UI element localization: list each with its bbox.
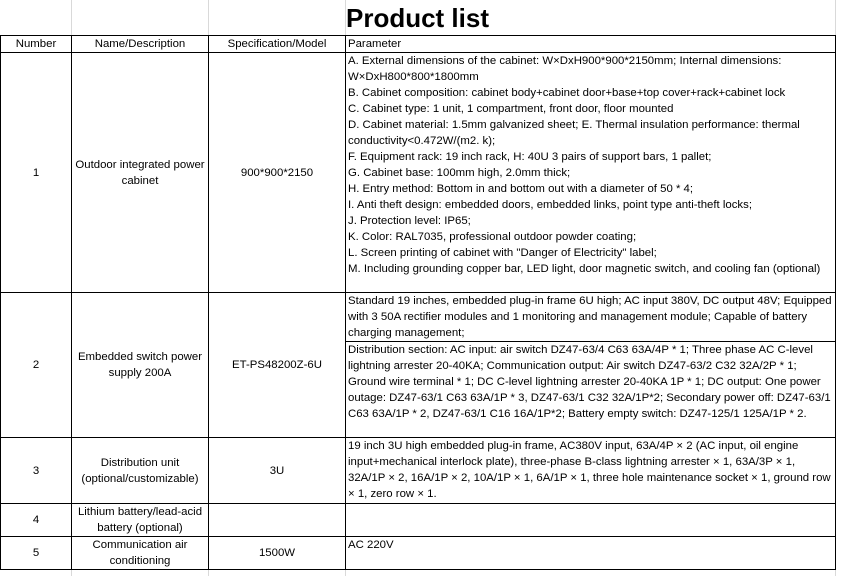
table-header-row — [1, 36, 836, 53]
cell-parameter[interactable]: AC 220V — [346, 537, 836, 570]
table-row — [1, 438, 836, 504]
table-row — [1, 53, 836, 293]
column-header-number[interactable]: Number — [1, 36, 72, 53]
parameter-line: I. Anti theft design: embedded doors, embedded links, point type anti-theft locks; — [348, 199, 752, 211]
parameter-line: K. Color: RAL7035, professional outdoor powder coating; — [348, 231, 637, 243]
cell-spec[interactable]: 3U — [209, 438, 346, 504]
cell-number[interactable]: 2 — [1, 293, 72, 438]
parameter-line: D. Cabinet material: 1.5mm galvanized sheet; E. Thermal insulation performance: thermal conductivity<0.472W/(m2. k); — [348, 119, 800, 147]
parameter-line: L. Screen printing of cabinet with "Danger of Electricity" label; — [348, 247, 657, 259]
parameter-line: M. Including grounding copper bar, LED light, door magnetic switch, and cooling fan (optional) — [348, 263, 821, 275]
table-row — [1, 504, 836, 537]
cell-parameter[interactable]: 19 inch 3U high embedded plug-in frame, AC380V input, 63A/4P × 2 (AC input, oil engine input+mechanical interlock plate), three-phase B-class lightning arrester × 1, 63A/3P × 1, 32A/1P × 2, 16A/1P × 2, 10A/1P × 1, 6A/1P × 1, three hole maintenance socket × 1, ground row × 1, zero row × 1. — [346, 438, 836, 504]
parameter-line: J. Protection level: IP65; — [348, 215, 471, 227]
cell-name[interactable]: Embedded switch power supply 200A — [72, 293, 209, 438]
page-title: Product list — [345, 3, 489, 33]
column-header-name[interactable]: Name/Description — [72, 36, 209, 53]
parameter-line: H. Entry method: Bottom in and bottom out with a diameter of 50 * 4; — [348, 183, 694, 195]
cell-name[interactable]: Lithium battery/lead-acid battery (optional) — [72, 504, 209, 537]
cell-name[interactable]: Outdoor integrated power cabinet — [72, 53, 209, 293]
cell-spec[interactable]: 900*900*2150 — [209, 53, 346, 293]
cell-number[interactable]: 4 — [1, 504, 72, 537]
product-table — [0, 35, 836, 570]
parameter-block: Standard 19 inches, embedded plug-in frame 6U high; AC input 380V, DC output 48V; Equipped with 3 50A rectifier modules and 1 monitoring and management module; Capable of battery charging management; — [348, 295, 832, 339]
cell-name[interactable]: Distribution unit (optional/customizable) — [72, 438, 209, 504]
parameter-line: B. Cabinet composition: cabinet body+cabinet door+base+top cover+rack+cabinet lock — [348, 87, 786, 99]
parameter-block: Distribution section: AC input: air switch DZ47-63/4 C63 63A/4P * 1; Three phase AC C-level lightning arrester 20-40KA; Communication output: Air switch DZ47-63/2 C32 32A/2P * 1; Ground wire terminal * 1; DC C-level lightning arrester 20-40KA 1P * 1; DC output: One power outage: DZ47-63/1 C63 63A/1P * 3, DZ47-63/1 C32 32A/1P*2; Secondary power off: DZ47-63/1 C63 63A/1P * 2, DZ47-63/1 C16 16A/1P*2; Battery empty switch: DZ47-125/1 125A/1P * 2. — [346, 341, 835, 422]
cell-number[interactable]: 3 — [1, 438, 72, 504]
parameter-line: F. Equipment rack: 19 inch rack, H: 40U 3 pairs of support bars, 1 pallet; — [348, 151, 712, 163]
table-row — [1, 537, 836, 570]
parameter-line: G. Cabinet base: 100mm high, 2.0mm thick; — [348, 167, 571, 179]
cell-parameter[interactable] — [346, 53, 836, 293]
cell-spec[interactable]: 1500W — [209, 537, 346, 570]
column-header-parameter[interactable]: Parameter — [346, 36, 836, 53]
parameter-line: A. External dimensions of the cabinet: W×DxH900*900*2150mm; Internal dimensions: W×DxH800*800*1800mm — [348, 55, 782, 83]
cell-parameter[interactable] — [346, 293, 836, 438]
column-header-spec[interactable]: Specification/Model — [209, 36, 346, 53]
cell-name[interactable]: Communication air conditioning — [72, 537, 209, 570]
table-row — [1, 293, 836, 438]
cell-spec[interactable] — [209, 504, 346, 537]
cell-number[interactable]: 1 — [1, 53, 72, 293]
cell-number[interactable]: 5 — [1, 537, 72, 570]
cell-spec[interactable]: ET-PS48200Z-6U — [209, 293, 346, 438]
cell-parameter[interactable] — [346, 504, 836, 537]
parameter-line: C. Cabinet type: 1 unit, 1 compartment, front door, floor mounted — [348, 103, 674, 115]
